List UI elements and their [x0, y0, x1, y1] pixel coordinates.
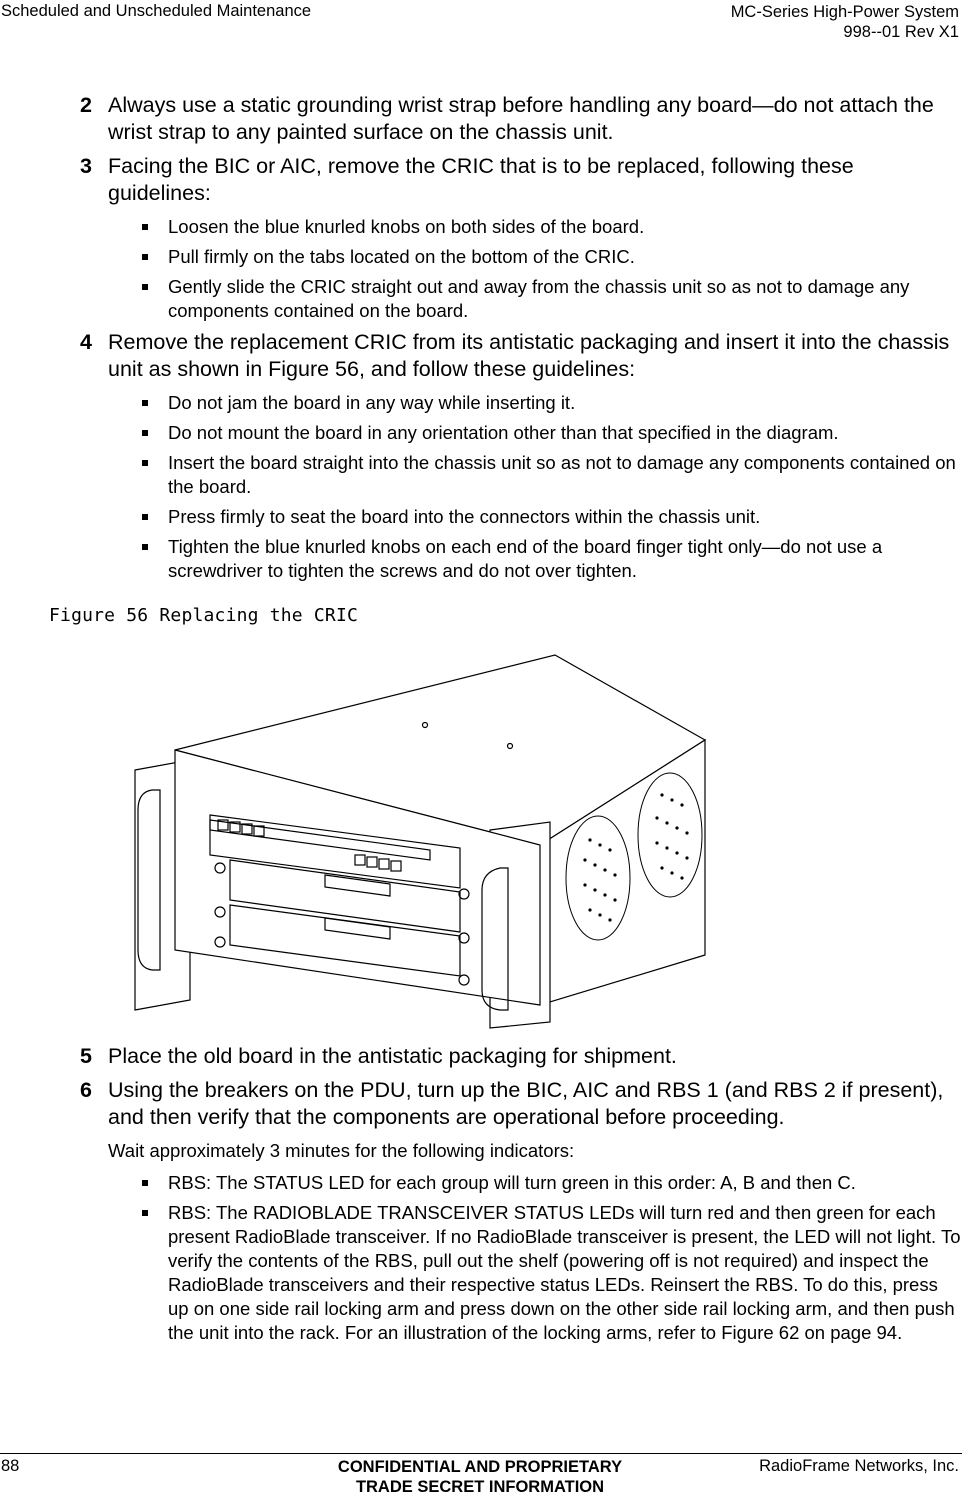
step-text: Facing the BIC or AIC, remove the CRIC that is to be replaced, following these guidelines: [108, 154, 854, 205]
bullet-square-icon [142, 400, 148, 406]
running-header-right [731, 2, 959, 42]
running-header-left: Scheduled and Unscheduled Maintenance [1, 2, 312, 20]
company-name: RadioFrame Networks, Inc. [759, 1457, 959, 1475]
step-text: Using the breakers on the PDU, turn up the BIC, AIC and RBS 1 (and RBS 2 if present), and then verify that the components are operational before proceeding. [108, 1078, 944, 1129]
footer-divider [0, 1453, 962, 1454]
figure-caption: Figure 56 Replacing the CRIC [49, 605, 359, 626]
bullet-square-icon [142, 1180, 148, 1186]
step-number: 2 [80, 93, 92, 117]
bullet-square-icon [142, 254, 148, 260]
step-number: 3 [80, 154, 92, 178]
header-doc-number: 998--01 Rev X1 [843, 23, 959, 41]
step-text: Place the old board in the antistatic packaging for shipment. [108, 1044, 677, 1068]
bullet-square-icon [142, 460, 148, 466]
step-number: 6 [80, 1078, 92, 1102]
page-number: 88 [1, 1457, 20, 1475]
step-note: Wait approximately 3 minutes for the following indicators: [108, 1140, 575, 1161]
bullet-square-icon [142, 1210, 148, 1216]
bullet-square-icon [142, 284, 148, 290]
confidentiality-notice: CONFIDENTIAL AND PROPRIETARY TRADE SECRET INFORMATION [337, 1458, 623, 1496]
chassis-illustration [130, 650, 720, 1030]
bullet-square-icon [142, 544, 148, 550]
header-product: MC-Series High-Power System [730, 3, 959, 21]
step-number: 4 [80, 330, 92, 354]
bullet-square-icon [142, 430, 148, 436]
step-text: Remove the replacement CRIC from its antistatic packaging and insert it into the chassis unit as shown in Figure 56, and follow these guidelines: [108, 330, 950, 381]
bullet-square-icon [142, 514, 148, 520]
step-text: Always use a static grounding wrist strap before handling any board—do not attach the wrist strap to any painted surface on the chassis unit. [108, 93, 934, 144]
bullet-square-icon [142, 224, 148, 230]
step-number: 5 [80, 1044, 92, 1068]
